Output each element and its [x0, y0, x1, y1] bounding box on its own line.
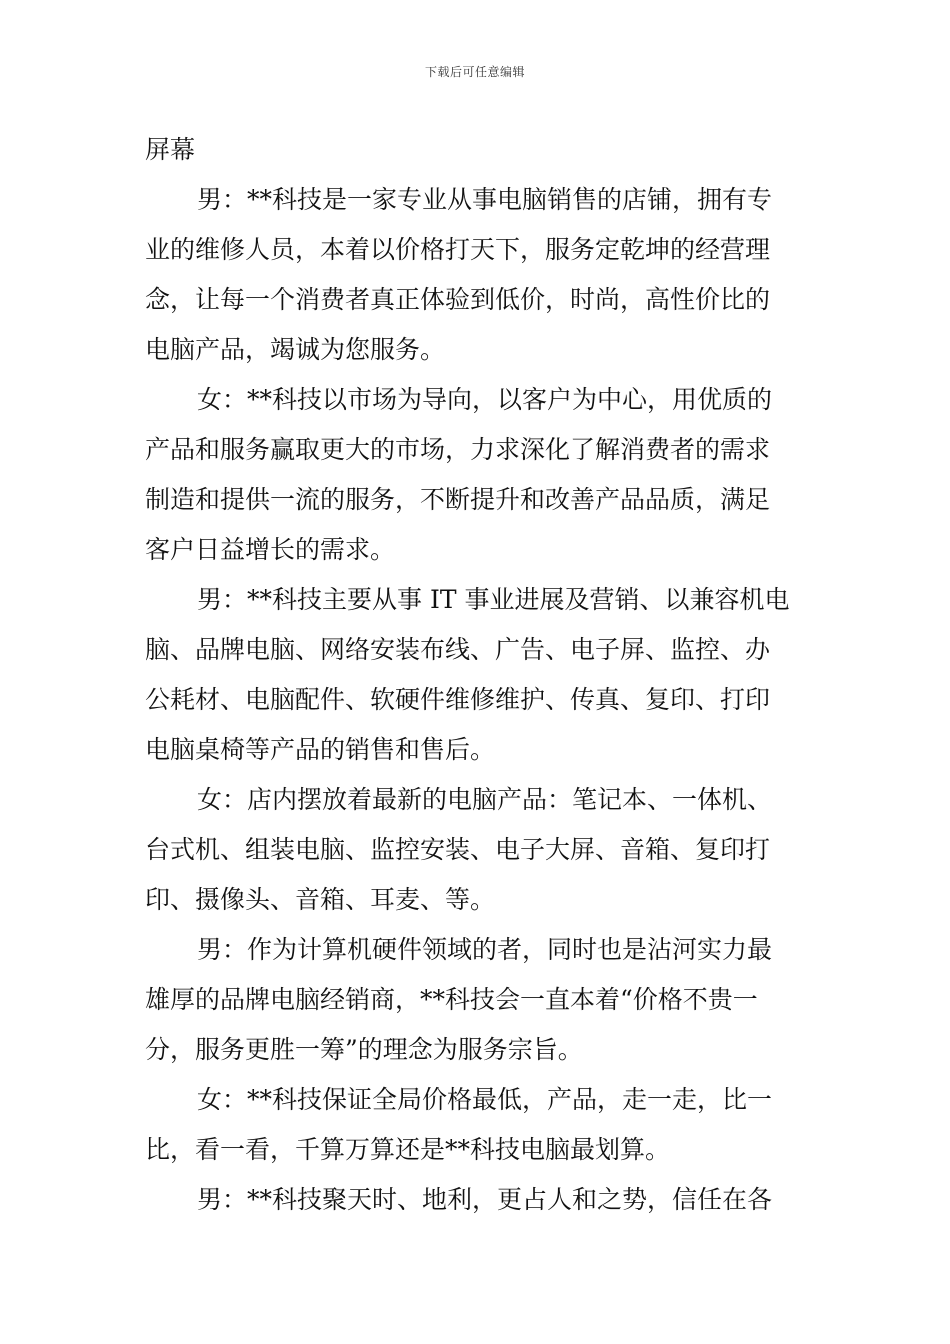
text-line: 产品和服务赢取更大的市场，力求深化了解消费者的需求 — [145, 435, 771, 464]
text-line: 业的维修人员，本着以价格打天下，服务定乾坤的经营理 — [145, 235, 771, 264]
text-line: 屏幕 — [145, 135, 196, 164]
text-line: 印、摄像头、音箱、耳麦、等。 — [145, 885, 496, 914]
paragraph-start-line: 女：**科技保证全局价格最低，产品，走一走，比一 — [197, 1085, 773, 1114]
text-line: 电脑产品，竭诚为您服务。 — [145, 335, 446, 364]
paragraph-start-line: 男：**科技主要从事 IT 事业进展及营销、以兼容机电 — [197, 585, 790, 614]
text-line: 比，看一看，千算万算还是**科技电脑最划算。 — [145, 1135, 671, 1164]
text-line: 台式机、组装电脑、监控安装、电子大屏、音箱、复印打 — [145, 835, 771, 864]
text-line: 分，服务更胜一筹”的理念为服务宗旨。 — [145, 1035, 583, 1064]
page-header-note: 下载后可任意编辑 — [424, 65, 525, 79]
paragraph-start-line: 男：作为计算机硬件领域的者，同时也是沾河实力最 — [197, 935, 773, 964]
paragraph-start-line: 男：**科技聚天时、地利，更占人和之势，信任在各 — [197, 1185, 773, 1214]
text-line: 制造和提供一流的服务，不断提升和改善产品品质，满足 — [145, 485, 771, 514]
paragraph-start-line: 女：**科技以市场为导向，以客户为中心，用优质的 — [197, 385, 773, 414]
text-line: 雄厚的品牌电脑经销商，**科技会一直本着“价格不贵一 — [145, 985, 758, 1014]
document-body — [145, 125, 810, 1225]
text-line: 客户日益增长的需求。 — [145, 535, 396, 564]
text-line: 念，让每一个消费者真正体验到低价，时尚，高性价比的 — [145, 285, 771, 314]
paragraph-start-line: 男：**科技是一家专业从事电脑销售的店铺，拥有专 — [197, 185, 773, 214]
text-line: 公耗材、电脑配件、软硬件维修维护、传真、复印、打印 — [145, 685, 771, 714]
paragraph-start-line: 女：店内摆放着最新的电脑产品：笔记本、一体机、 — [197, 785, 773, 814]
text-line: 电脑桌椅等产品的销售和售后。 — [145, 735, 496, 764]
text-line: 脑、品牌电脑、网络安装布线、广告、电子屏、监控、办 — [145, 635, 771, 664]
